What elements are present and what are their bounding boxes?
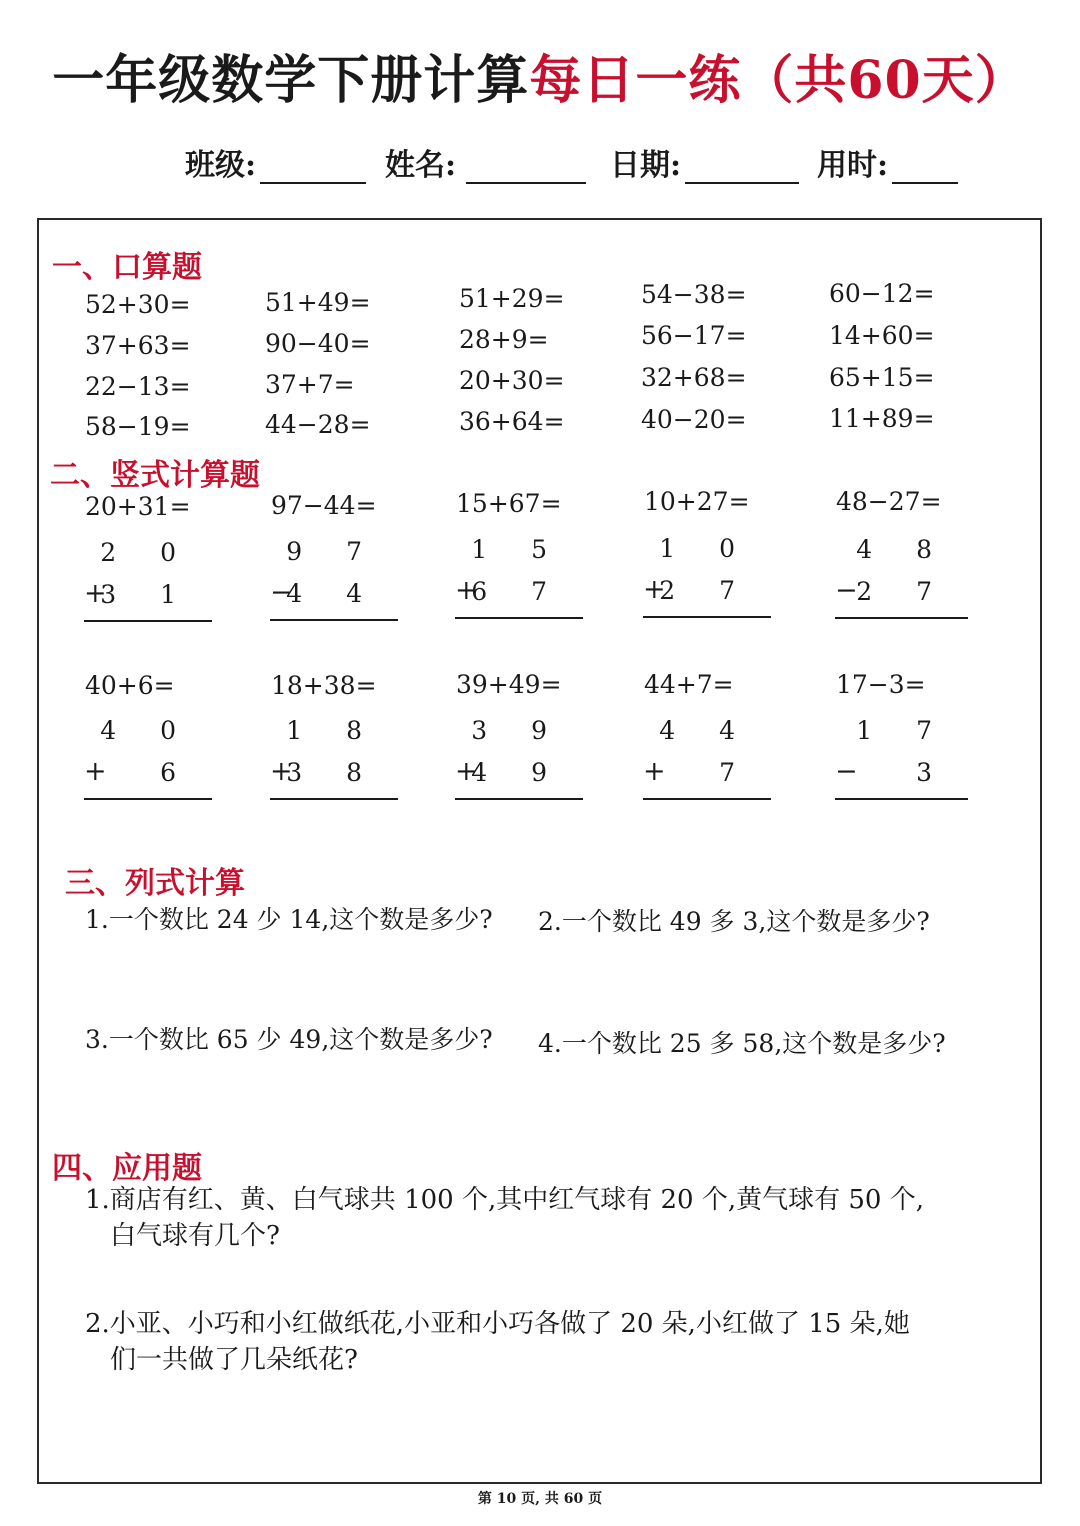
vertical-top: 1 8	[286, 716, 380, 745]
time-blank[interactable]	[892, 150, 958, 184]
oral-item: 14+60=	[829, 321, 935, 350]
list-question: 2.一个数比 49 多 3,这个数是多少?	[538, 907, 930, 936]
title-red: 每日一练（共60天）	[529, 50, 1028, 111]
oral-item: 60−12=	[829, 279, 935, 308]
oral-item: 36+64=	[459, 407, 565, 436]
vertical-operator: +	[455, 756, 478, 787]
title-black: 一年级数学下册计算	[52, 50, 530, 111]
vertical-problem	[643, 534, 771, 624]
vertical-rule	[643, 798, 771, 800]
oral-item: 20+30=	[459, 366, 565, 395]
vertical-bottom: 3	[916, 758, 950, 787]
vertical-expression: 10+27=	[644, 487, 750, 516]
time-label: 用时:	[817, 148, 889, 183]
section-list-title: 三、列式计算	[65, 866, 245, 901]
name-field	[385, 140, 586, 184]
vertical-bottom: 2 7	[856, 577, 950, 606]
vertical-expression: 44+7=	[644, 670, 734, 699]
vertical-rule	[455, 617, 583, 619]
vertical-rule	[84, 620, 212, 622]
oral-item: 58−19=	[85, 412, 191, 441]
vertical-rule	[270, 798, 398, 800]
vertical-top: 4 8	[856, 535, 950, 564]
vertical-problem	[643, 716, 771, 806]
oral-item: 32+68=	[641, 363, 747, 392]
vertical-expression: 17−3=	[836, 670, 926, 699]
oral-item: 40−20=	[641, 405, 747, 434]
date-label: 日期:	[610, 148, 682, 183]
vertical-problem	[455, 716, 583, 806]
applied-line: 1.商店有红、黄、白气球共 100 个,其中红气球有 20 个,黄气球有 50 个,	[85, 1185, 924, 1215]
list-question: 4.一个数比 25 多 58,这个数是多少?	[538, 1029, 946, 1058]
vertical-operator: +	[84, 578, 107, 609]
vertical-bottom: 3 8	[286, 758, 380, 787]
vertical-rule	[455, 798, 583, 800]
vertical-bottom: 4 4	[286, 579, 380, 608]
vertical-rule	[835, 798, 968, 800]
vertical-operator: +	[455, 575, 478, 606]
vertical-top: 9 7	[286, 537, 380, 566]
date-field	[610, 140, 799, 184]
applied-question	[85, 1306, 910, 1378]
vertical-problem	[84, 716, 212, 806]
vertical-operator: −	[835, 756, 858, 787]
list-question: 3.一个数比 65 少 49,这个数是多少?	[85, 1025, 493, 1054]
applied-question	[85, 1182, 924, 1254]
vertical-expression: 18+38=	[271, 671, 377, 700]
vertical-bottom: 7	[719, 758, 753, 787]
vertical-top: 1 7	[856, 716, 950, 745]
vertical-expression: 20+31=	[85, 492, 191, 521]
oral-item: 51+49=	[265, 288, 371, 317]
vertical-bottom: 4 9	[471, 758, 565, 787]
time-field	[817, 140, 958, 184]
oral-item: 11+89=	[829, 404, 935, 433]
oral-item: 44−28=	[265, 410, 371, 439]
vertical-expression: 39+49=	[456, 670, 562, 699]
vertical-rule	[84, 798, 212, 800]
vertical-problem	[455, 535, 583, 625]
oral-item: 51+29=	[459, 284, 565, 313]
student-info	[185, 140, 985, 183]
vertical-problem	[84, 538, 212, 628]
vertical-rule	[835, 617, 968, 619]
vertical-problem	[270, 537, 398, 627]
vertical-expression: 48−27=	[836, 487, 942, 516]
vertical-expression: 15+67=	[456, 489, 562, 518]
vertical-bottom: 6	[160, 758, 194, 787]
applied-line: 2.小亚、小巧和小红做纸花,小亚和小巧各做了 20 朵,小红做了 15 朵,她	[85, 1309, 910, 1339]
oral-item: 90−40=	[265, 329, 371, 358]
vertical-bottom: 2 7	[659, 576, 753, 605]
list-question: 1.一个数比 24 少 14,这个数是多少?	[85, 905, 493, 934]
vertical-rule	[270, 619, 398, 621]
oral-item: 28+9=	[459, 325, 549, 354]
vertical-operator: +	[84, 756, 107, 787]
vertical-top: 1 5	[471, 535, 565, 564]
vertical-top: 1 0	[659, 534, 753, 563]
class-field	[185, 140, 366, 184]
vertical-operator: +	[643, 756, 666, 787]
oral-item: 56−17=	[641, 321, 747, 350]
vertical-expression: 97−44=	[271, 491, 377, 520]
vertical-operator: +	[643, 574, 666, 605]
vertical-bottom: 6 7	[471, 577, 565, 606]
section-oral-title: 一、口算题	[52, 250, 202, 285]
page-footer: 第 10 页, 共 60 页	[477, 1491, 603, 1507]
vertical-operator: +	[270, 756, 293, 787]
vertical-top: 4 4	[659, 716, 753, 745]
oral-item: 54−38=	[641, 280, 747, 309]
name-label: 姓名:	[385, 148, 457, 183]
vertical-bottom: 3 1	[100, 580, 194, 609]
section-vertical-title: 二、竖式计算题	[50, 458, 260, 493]
vertical-problem	[270, 716, 398, 806]
oral-item: 22−13=	[85, 372, 191, 401]
name-blank[interactable]	[466, 150, 586, 184]
vertical-rule	[643, 616, 771, 618]
vertical-operator: −	[270, 577, 293, 608]
vertical-top: 3 9	[471, 716, 565, 745]
vertical-problem	[835, 716, 968, 806]
vertical-operator: −	[835, 575, 858, 606]
vertical-problem	[835, 535, 968, 625]
oral-item: 65+15=	[829, 363, 935, 392]
oral-item: 52+30=	[85, 290, 191, 319]
vertical-top: 2 0	[100, 538, 194, 567]
class-label: 班级:	[185, 148, 257, 183]
vertical-top: 4 0	[100, 716, 194, 745]
section-applied-title: 四、应用题	[52, 1151, 202, 1186]
oral-item: 37+63=	[85, 331, 191, 360]
page-title	[0, 38, 1080, 113]
applied-line: 白气球有几个?	[110, 1221, 280, 1251]
vertical-expression: 40+6=	[85, 671, 175, 700]
oral-item: 37+7=	[265, 370, 355, 399]
class-blank[interactable]	[260, 150, 366, 184]
date-blank[interactable]	[685, 150, 799, 184]
applied-line: 们一共做了几朵纸花?	[110, 1345, 358, 1375]
